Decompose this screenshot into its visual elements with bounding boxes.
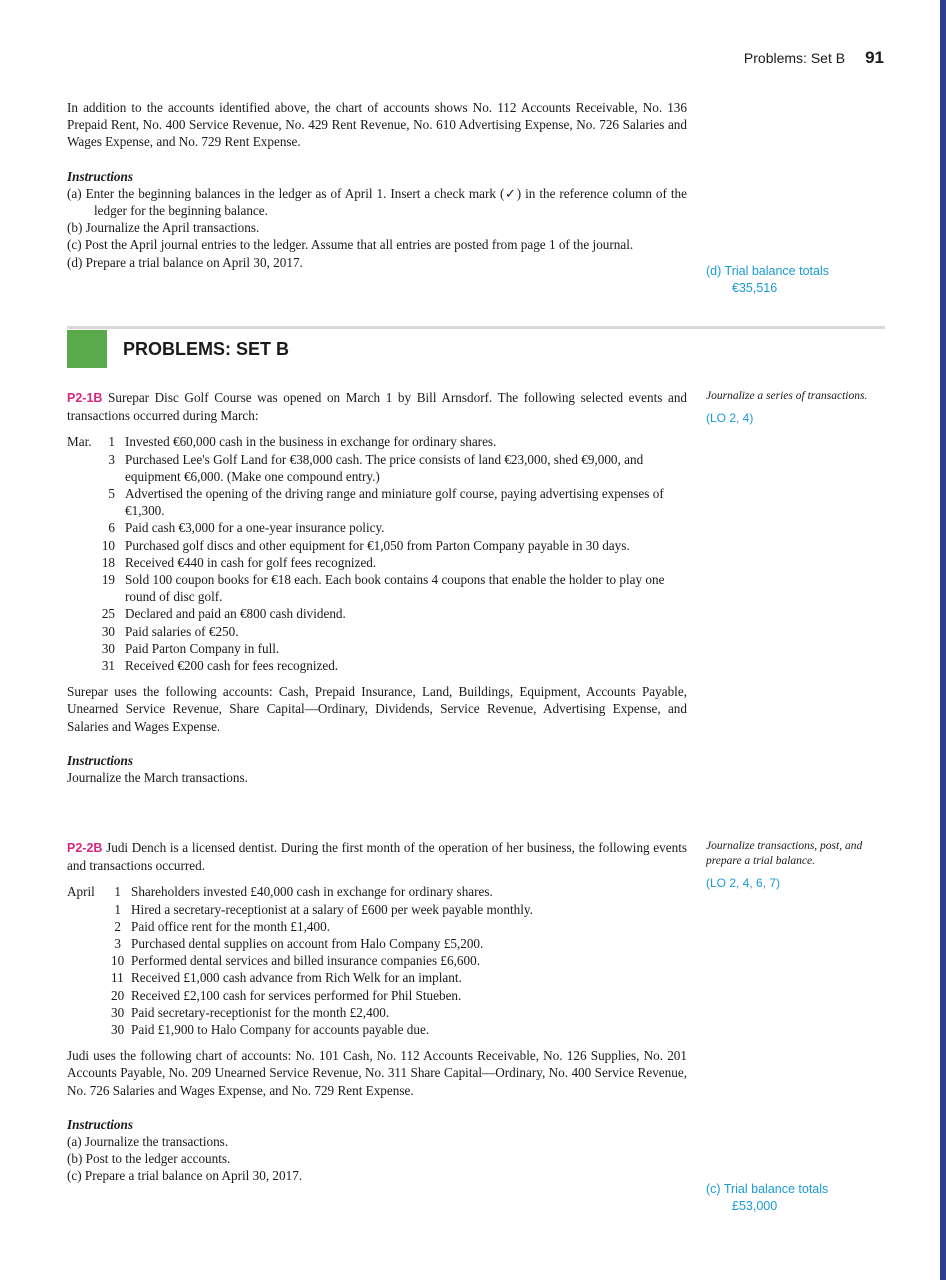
answer-value: €35,516 <box>732 281 778 295</box>
transaction-row <box>67 657 687 674</box>
page-number: 91 <box>865 48 884 67</box>
transaction-month <box>67 571 101 605</box>
transaction-row <box>67 623 687 640</box>
instructions-text: Journalize the March transactions. <box>67 770 248 786</box>
transaction-month <box>67 605 101 622</box>
transaction-row <box>67 485 687 519</box>
transaction-day: 3 <box>114 936 121 952</box>
transaction-row <box>67 935 687 952</box>
transaction-month <box>67 952 111 969</box>
transaction-month <box>67 901 111 918</box>
accounts-paragraph: Judi uses the following chart of accounts: No. 101 Cash, No. 112 Accounts Receivable, No. 126 Supplies, No. 201 Accounts Payable, No. 209 Unearned Service Revenue, No. 311 Share Capital—Ordinary, No. 400 Service Revenue, No. 726 Salaries and Wages Expense, and No. 729 Rent Expense. <box>67 1048 687 1098</box>
transaction-row <box>67 952 687 969</box>
transaction-row <box>67 571 687 605</box>
problem-intro-text: Judi Dench is a licensed dentist. During the first month of the operation of her business, the following events and transactions occurred. <box>67 840 688 874</box>
instruction-item: (a) Enter the beginning balances in the ledger as of April 1. Insert a check mark (✓) in the reference column of the ledger for the beginning balance. <box>67 185 687 219</box>
transaction-text: Purchased dental supplies on account from Halo Company £5,200. <box>131 936 484 952</box>
transaction-month <box>67 554 101 571</box>
intro-block <box>67 99 687 271</box>
transaction-text: Paid salaries of €250. <box>125 623 239 639</box>
transaction-text: Shareholders invested £40,000 cash in exchange for ordinary shares. <box>131 884 493 900</box>
transaction-day: 20 <box>111 987 125 1003</box>
side-note-p2-1b <box>706 389 886 426</box>
transaction-month: April <box>67 884 95 900</box>
transaction-day: 1 <box>114 901 121 917</box>
transaction-text: Received £2,100 cash for services performed for Phil Stueben. <box>131 987 462 1003</box>
problem-p2-1b <box>67 389 687 786</box>
transaction-text: Purchased Lee's Golf Land for €38,000 cash. The price consists of land €23,000, shed €9,000, and equipment €6,000. (Make one compound entry.) <box>125 451 644 484</box>
problem-code: P2-2B <box>67 841 103 855</box>
transaction-month <box>67 918 111 935</box>
answer-value: £53,000 <box>732 1199 778 1213</box>
instruction-item: (b) Journalize the April transactions. <box>67 220 260 236</box>
transaction-list <box>67 433 687 674</box>
learning-objectives: (LO 2, 4, 6, 7) <box>706 876 781 890</box>
section-divider <box>67 326 885 329</box>
transaction-row <box>67 1004 687 1021</box>
side-note-p2-2b <box>706 839 886 891</box>
transaction-text: Purchased golf discs and other equipment for €1,050 from Parton Company payable in 30 days. <box>125 537 630 553</box>
section-marker <box>67 330 107 368</box>
accounts-paragraph: Surepar uses the following accounts: Cash, Prepaid Insurance, Land, Buildings, Equipment, Accounts Payable, Unearned Service Revenue, Share Capital—Ordinary, Dividends, Service Revenue, Advertising Expense, and Salaries and Wages Expense. <box>67 684 687 734</box>
transaction-text: Paid office rent for the month £1,400. <box>131 918 330 934</box>
transaction-text: Invested €60,000 cash in the business in exchange for ordinary shares. <box>125 434 497 450</box>
transaction-day: 3 <box>108 451 115 467</box>
transaction-month <box>67 640 101 657</box>
answer-label: (c) Trial balance totals <box>706 1182 829 1196</box>
transaction-row <box>67 554 687 571</box>
transaction-text: Paid secretary-receptionist for the month £2,400. <box>131 1004 390 1020</box>
instruction-item: (a) Journalize the transactions. <box>67 1134 229 1150</box>
transaction-day: 30 <box>111 1022 125 1038</box>
instruction-item: (c) Post the April journal entries to the ledger. Assume that all entries are posted from page 1 of the journal. <box>67 237 634 253</box>
instructions-heading: Instructions <box>67 752 133 768</box>
transaction-row <box>67 918 687 935</box>
transaction-row <box>67 883 687 900</box>
instruction-item: (b) Post to the ledger accounts. <box>67 1151 231 1167</box>
instructions-list <box>67 185 687 271</box>
transaction-day: 1 <box>108 434 115 450</box>
transaction-text: Declared and paid an €800 cash dividend. <box>125 606 346 622</box>
transaction-row <box>67 433 687 450</box>
transaction-month <box>67 537 101 554</box>
transaction-day: 2 <box>114 918 121 934</box>
side-note-text: Journalize a series of transactions. <box>706 390 868 402</box>
transaction-text: Received £1,000 cash advance from Rich Welk for an implant. <box>131 970 462 986</box>
transaction-month <box>67 1004 111 1021</box>
intro-paragraph: In addition to the accounts identified above, the chart of accounts shows No. 112 Accounts Receivable, No. 136 Prepaid Rent, No. 400 Service Revenue, No. 429 Rent Revenue, No. 610 Advertising Expense, No. 726 Salaries and Wages Expense, and No. 729 Rent Expense. <box>67 100 687 150</box>
transaction-day: 30 <box>101 623 115 639</box>
transaction-day: 10 <box>111 953 125 969</box>
transaction-month <box>67 1021 111 1038</box>
transaction-month <box>67 987 111 1004</box>
transaction-day: 10 <box>101 537 115 553</box>
transaction-month: Mar. <box>67 434 92 450</box>
transaction-day: 6 <box>108 520 115 536</box>
instruction-item: (d) Prepare a trial balance on April 30, 2017. <box>67 254 303 270</box>
answer-note-d <box>706 263 829 297</box>
side-note-text: Journalize transactions, post, and prepare a trial balance. <box>706 840 863 867</box>
transaction-month <box>67 969 111 986</box>
transaction-day: 5 <box>108 486 115 502</box>
transaction-month <box>67 623 101 640</box>
transaction-row <box>67 640 687 657</box>
learning-objectives: (LO 2, 4) <box>706 411 754 425</box>
transaction-day: 1 <box>114 884 121 900</box>
transaction-day: 31 <box>101 658 115 674</box>
transaction-row <box>67 519 687 536</box>
answer-label: (d) Trial balance totals <box>706 264 829 278</box>
transaction-day: 30 <box>111 1004 125 1020</box>
transaction-row <box>67 451 687 485</box>
transaction-day: 30 <box>101 640 115 656</box>
transaction-text: Received €440 in cash for golf fees recognized. <box>125 554 377 570</box>
transaction-day: 19 <box>101 572 115 588</box>
transaction-text: Hired a secretary-receptionist at a salary of £600 per week payable monthly. <box>131 901 533 917</box>
problem-intro-text: Surepar Disc Golf Course was opened on March 1 by Bill Arnsdorf. The following selected events and transactions occurred during March: <box>67 390 688 424</box>
transaction-month <box>67 657 101 674</box>
transaction-row <box>67 1021 687 1038</box>
transaction-row <box>67 969 687 986</box>
instructions-list <box>67 1133 687 1185</box>
transaction-text: Advertised the opening of the driving range and miniature golf course, paying advertising expenses of €1,300. <box>125 486 664 519</box>
transaction-text: Paid cash €3,000 for a one-year insurance policy. <box>125 520 385 536</box>
transaction-month <box>67 935 111 952</box>
page-edge-bar <box>940 0 946 1280</box>
transaction-text: Sold 100 coupon books for €18 each. Each book contains 4 coupons that enable the holder to play one round of disc golf. <box>125 572 665 605</box>
transaction-text: Performed dental services and billed insurance companies £6,600. <box>131 953 480 969</box>
transaction-text: Paid Parton Company in full. <box>125 640 280 656</box>
problem-code: P2-1B <box>67 391 103 405</box>
section-title: Problems: Set B <box>743 50 846 66</box>
problem-p2-2b <box>67 839 687 1185</box>
transaction-row <box>67 605 687 622</box>
instructions-heading: Instructions <box>67 168 133 184</box>
transaction-list <box>67 883 687 1038</box>
instruction-item: (c) Prepare a trial balance on April 30, 2017. <box>67 1168 303 1184</box>
transaction-day: 11 <box>111 970 124 986</box>
transaction-row <box>67 901 687 918</box>
problem-intro <box>67 839 687 874</box>
transaction-row <box>67 537 687 554</box>
transaction-month <box>67 485 101 519</box>
transaction-text: Paid £1,900 to Halo Company for accounts payable due. <box>131 1022 430 1038</box>
section-heading: PROBLEMS: SET B <box>123 339 290 359</box>
running-header <box>744 48 884 68</box>
transaction-month <box>67 451 101 485</box>
problem-intro <box>67 389 687 424</box>
instructions-heading: Instructions <box>67 1116 133 1132</box>
transaction-month <box>67 519 101 536</box>
transaction-row <box>67 987 687 1004</box>
transaction-day: 25 <box>101 606 115 622</box>
transaction-text: Received €200 cash for fees recognized. <box>125 658 339 674</box>
answer-note-c <box>706 1181 828 1215</box>
transaction-day: 18 <box>101 554 115 570</box>
